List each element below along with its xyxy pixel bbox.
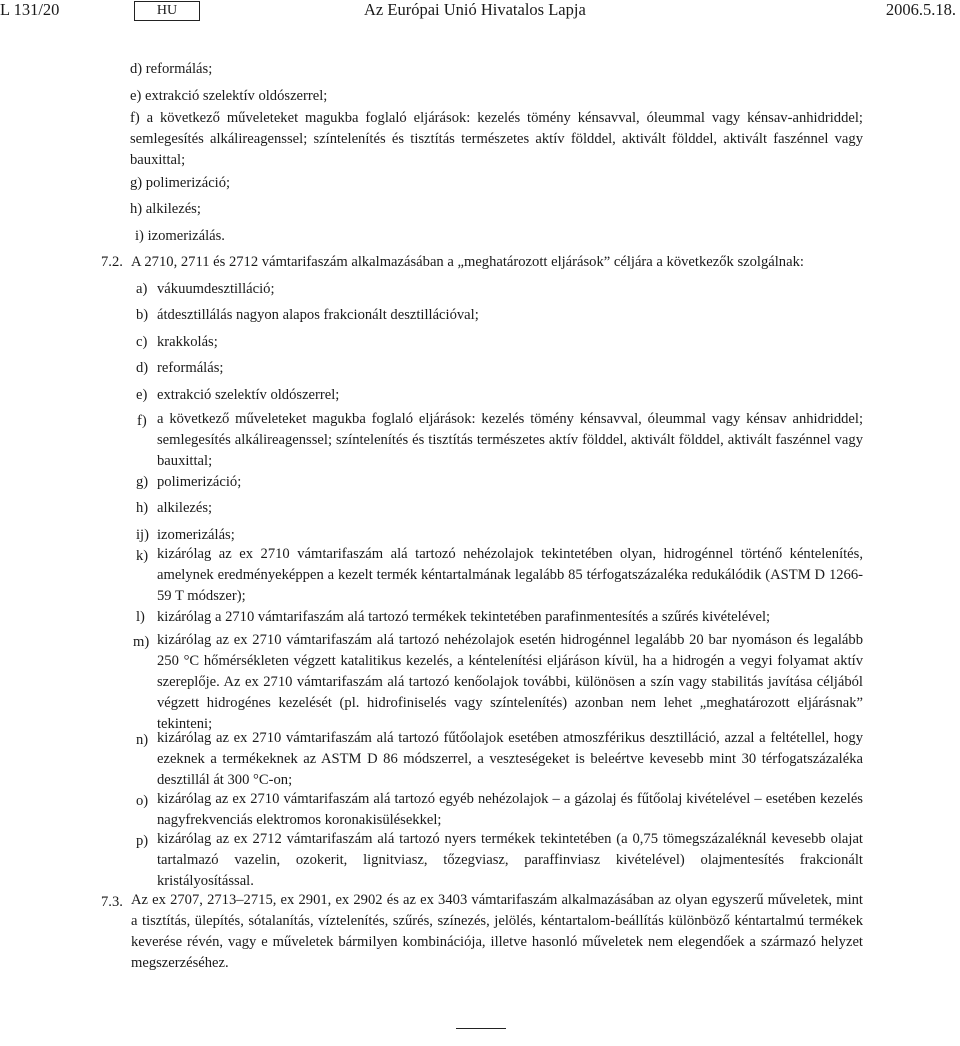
item-ij: izomerizálás;: [157, 527, 235, 543]
item-label-a: a): [136, 281, 148, 297]
item-label-n: n): [136, 732, 149, 748]
item-label-f: f): [137, 413, 147, 429]
item-o: kizárólag az ex 2710 vámtarifaszám alá tartozó egyéb nehézolajok – a gázolaj és fűtőolaj kivételével – esetében kezelés nagyfrekvenciás elektromos koronakisülésekkel;: [157, 791, 863, 828]
list-item-f-top: f) a következő műveleteket magukba foglaló eljárások: kezelés tömény kénsavval, óleummal vagy kénsav-anhidriddel; semlegesítés alkálireagenssel; színtelenítés és tisztítás természetes aktív földdel, aktivált földdel, aktivált faszénnel vagy bauxittal;: [130, 110, 863, 168]
item-m: kizárólag az ex 2710 vámtarifaszám alá tartozó nehézolajok esetén hidrogénnel legalább 20 bar nyomáson és legalább 250 °C hőmérsékleten végzett katalitikus kezelés, a kéntelenítési eljáráson kívül, ha a hidrogén a vegyi folyamat aktív szereplője. Az ex 2710 vámtarifaszám alá tartozó kenőolajok további, különösen a szín vagy stabilitás javítása céljából végzett hidrogénes kezelését (pl. hidrofiniselés vagy színtelenítés) azonban nem lehet „meghatározott eljárásnak” tekinteni;: [157, 632, 863, 732]
footer-rule: [456, 1028, 506, 1029]
list-item-h-top: h) alkilezés;: [130, 201, 201, 217]
item-label-h: h): [136, 500, 149, 516]
section-number-7-3: 7.3.: [101, 894, 123, 910]
section-7-2-intro: A 2710, 2711 és 2712 vámtarifaszám alkalmazásában a „meghatározott eljárások” céljára a következők szolgálnak:: [131, 254, 804, 270]
item-label-b: b): [136, 307, 149, 323]
item-label-ij: ij): [136, 527, 149, 543]
language-badge: HU: [134, 1, 200, 21]
publication-date: 2006.5.18.: [885, 0, 956, 19]
item-p: kizárólag az ex 2712 vámtarifaszám alá tartozó nyers termékek tekintetében (a 0,75 tömegszázaléknál kevesebb olajat tartalmazó vazelin, ozokerit, lignitviasz, tőzegviasz, paraffinviasz kivételével) olajmentesítés frakcionált kristályosítással.: [157, 831, 863, 889]
list-item-e-top: e) extrakció szelektív oldószerrel;: [130, 88, 328, 104]
section-number-7-2: 7.2.: [101, 254, 123, 270]
item-label-m: m): [133, 634, 150, 650]
item-label-g: g): [136, 474, 149, 490]
item-label-l: l): [136, 609, 145, 625]
journal-title: Az Európai Unió Hivatalos Lapja: [364, 0, 586, 19]
item-label-k: k): [136, 548, 149, 564]
list-item-d-top: d) reformálás;: [130, 61, 213, 77]
item-l: kizárólag a 2710 vámtarifaszám alá tartozó termékek tekintetében parafinmentesítés a szűrés kivételével;: [157, 609, 771, 625]
list-item-g-top: g) polimerizáció;: [130, 175, 231, 191]
item-label-e: e): [136, 387, 148, 403]
page-reference: L 131/20: [0, 0, 60, 19]
item-a: vákuumdesztilláció;: [157, 281, 275, 297]
page-header: [0, 0, 960, 22]
section-7-3-text: Az ex 2707, 2713–2715, ex 2901, ex 2902 és az ex 3403 vámtarifaszám alkalmazásában az olyan egyszerű műveletek, mint a tisztítás, ülepítés, sótalanítás, víztelenítés, szűrés, színezés, jelölés, kéntartalom-beállítás különböző kéntartalmú termékek keverése révén, vagy e műveletek bármilyen kombinációja, illetve hasonló műveletek nem elegendőek a származó helyzet megszerzéséhez.: [131, 892, 863, 971]
item-c: krakkolás;: [157, 334, 218, 350]
item-h: alkilezés;: [157, 500, 213, 516]
list-item-i-top: i) izomerizálás.: [135, 228, 225, 244]
item-b: átdesztillálás nagyon alapos frakcionált desztillációval;: [157, 307, 479, 323]
item-f: a következő műveleteket magukba foglaló eljárások: kezelés tömény kénsavval, óleummal vagy kénsav anhidriddel; semlegesítés alkálireagenssel; színtelenítés és tisztítás természetes aktív földdel, aktivált földdel, aktivált faszénnel vagy bauxittal;: [157, 411, 863, 469]
item-k: kizárólag az ex 2710 vámtarifaszám alá tartozó nehézolajok tekintetében olyan, hidrogénnel történő kéntelenítés, amelynek eredményeképpen a kezelt termék kéntartalmának legalább 85 térfogatszázaléka redukálódik (ASTM D 1266-59 T módszer);: [157, 546, 863, 604]
item-label-o: o): [136, 793, 149, 809]
item-label-p: p): [136, 833, 149, 849]
item-e: extrakció szelektív oldószerrel;: [157, 387, 340, 403]
item-g: polimerizáció;: [157, 474, 242, 490]
item-label-d: d): [136, 360, 149, 376]
item-d: reformálás;: [157, 360, 224, 376]
item-label-c: c): [136, 334, 148, 350]
item-n: kizárólag az ex 2710 vámtarifaszám alá tartozó fűtőolajok esetében atmoszférikus desztilláció, azzal a feltétellel, hogy ezeknek a termékeknek az ASTM D 86 módszerrel, a veszteségeket is beleértve kevesebb mint 30 térfogatszázaléka desztillál át 300 °C-on;: [157, 730, 863, 788]
